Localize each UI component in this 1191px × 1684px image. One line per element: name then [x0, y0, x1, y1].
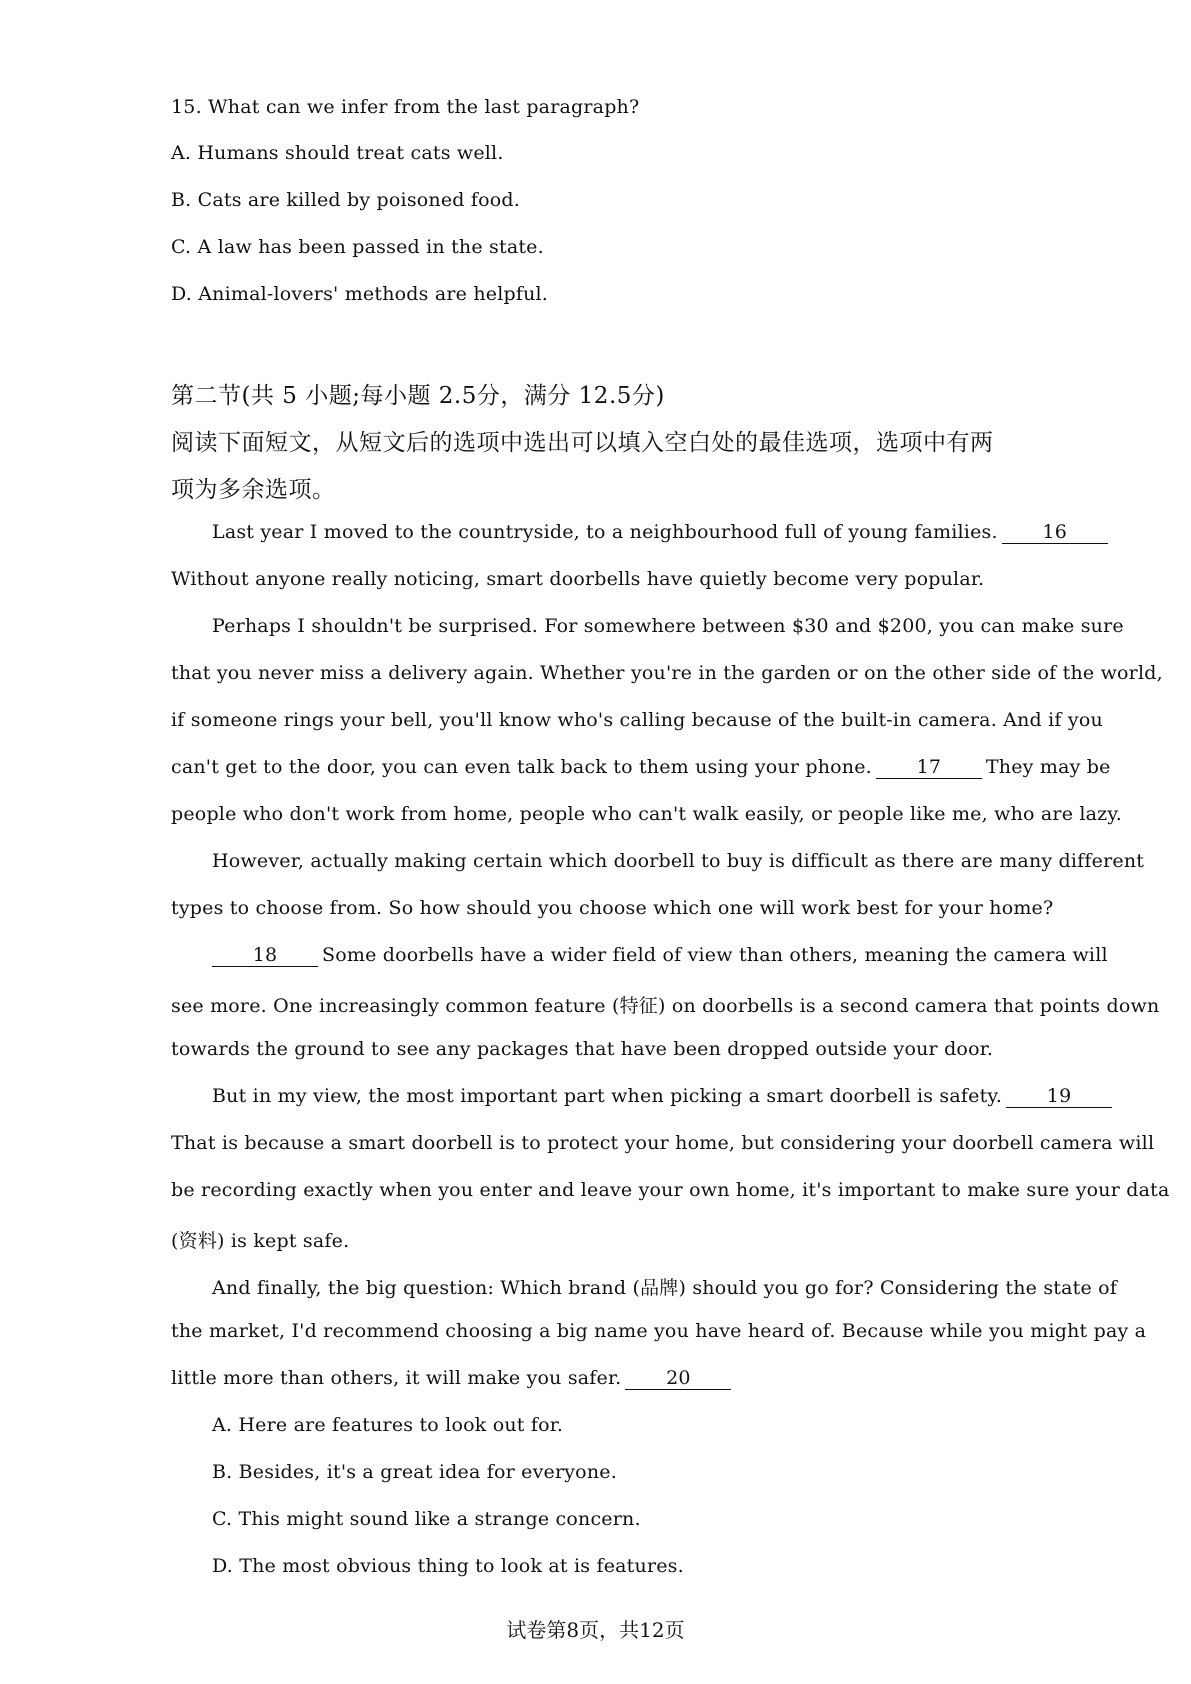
passage-line: (资料) is kept safe.	[171, 1230, 350, 1252]
passage-line: the market, I'd recommend choosing a big name you have heard of. Because while you might pay a	[171, 1320, 1147, 1342]
passage-line	[171, 756, 1111, 779]
blank-17: 17	[876, 756, 982, 779]
passage-text: But in my view, the most important part when picking a smart doorbell is safety.	[212, 1085, 1003, 1107]
passage-line: people who don't work from home, people who can't walk easily, or people like me, who are lazy.	[171, 803, 1123, 825]
passage-line: towards the ground to see any packages that have been dropped outside your door.	[171, 1038, 994, 1060]
passage-line: be recording exactly when you enter and leave your own home, it's important to make sure your data	[171, 1179, 1170, 1201]
passage-line	[171, 1367, 735, 1390]
choice-b: B. Besides, it's a great idea for everyone.	[212, 1461, 617, 1483]
choice-d: D. The most obvious thing to look at is features.	[212, 1555, 684, 1577]
passage-line: that you never miss a delivery again. Whether you're in the garden or on the other side of the world,	[171, 662, 1163, 684]
passage-line: Without anyone really noticing, smart doorbells have quietly become very popular.	[171, 568, 985, 590]
passage-line	[212, 521, 1112, 544]
blank-20: 20	[625, 1367, 731, 1390]
question-15-stem: 15. What can we infer from the last paragraph?	[171, 96, 640, 118]
passage-line	[212, 944, 1108, 967]
passage-line: if someone rings your bell, you'll know who's calling because of the built-in camera. And if you	[171, 709, 1103, 731]
section-instructions-line-2: 项为多余选项。	[171, 477, 336, 503]
blank-19: 19	[1006, 1085, 1112, 1108]
passage-line: And finally, the big question: Which brand (品牌) should you go for? Considering the state of	[212, 1277, 1118, 1299]
choice-a: A. Here are features to look out for.	[212, 1414, 564, 1436]
page-footer: 试卷第8页，共12页	[506, 1618, 685, 1642]
passage-text: little more than others, it will make you safer.	[171, 1367, 622, 1389]
passage-line: Perhaps I shouldn't be surprised. For somewhere between $30 and $200, you can make sure	[212, 615, 1124, 637]
choice-c: C. This might sound like a strange concern.	[212, 1508, 641, 1530]
blank-18: 18	[212, 944, 318, 967]
passage-line: see more. One increasingly common feature (特征) on doorbells is a second camera that points down	[171, 995, 1160, 1017]
passage-text: can't get to the door, you can even talk back to them using your phone.	[171, 756, 872, 778]
passage-line	[212, 1085, 1116, 1108]
blank-16: 16	[1002, 521, 1108, 544]
passage-text: Some doorbells have a wider field of view than others, meaning the camera will	[322, 944, 1108, 966]
question-15-option-c: C. A law has been passed in the state.	[171, 236, 544, 258]
passage-line: However, actually making certain which doorbell to buy is difficult as there are many different	[212, 850, 1145, 872]
question-15-option-b: B. Cats are killed by poisoned food.	[171, 189, 521, 211]
passage-text: They may be	[985, 756, 1111, 778]
section-heading: 第二节(共 5 小题;每小题 2.5分，满分 12.5分)	[171, 383, 665, 409]
passage-line: That is because a smart doorbell is to protect your home, but considering your doorbell camera will	[171, 1132, 1155, 1154]
section-instructions-line-1: 阅读下面短文，从短文后的选项中选出可以填入空白处的最佳选项，选项中有两	[171, 430, 994, 456]
passage-line: types to choose from. So how should you choose which one will work best for your home?	[171, 897, 1054, 919]
passage-text: Last year I moved to the countryside, to a neighbourhood full of young families.	[212, 521, 998, 543]
question-15-option-a: A. Humans should treat cats well.	[171, 142, 504, 164]
question-15-option-d: D. Animal-lovers' methods are helpful.	[171, 283, 549, 305]
